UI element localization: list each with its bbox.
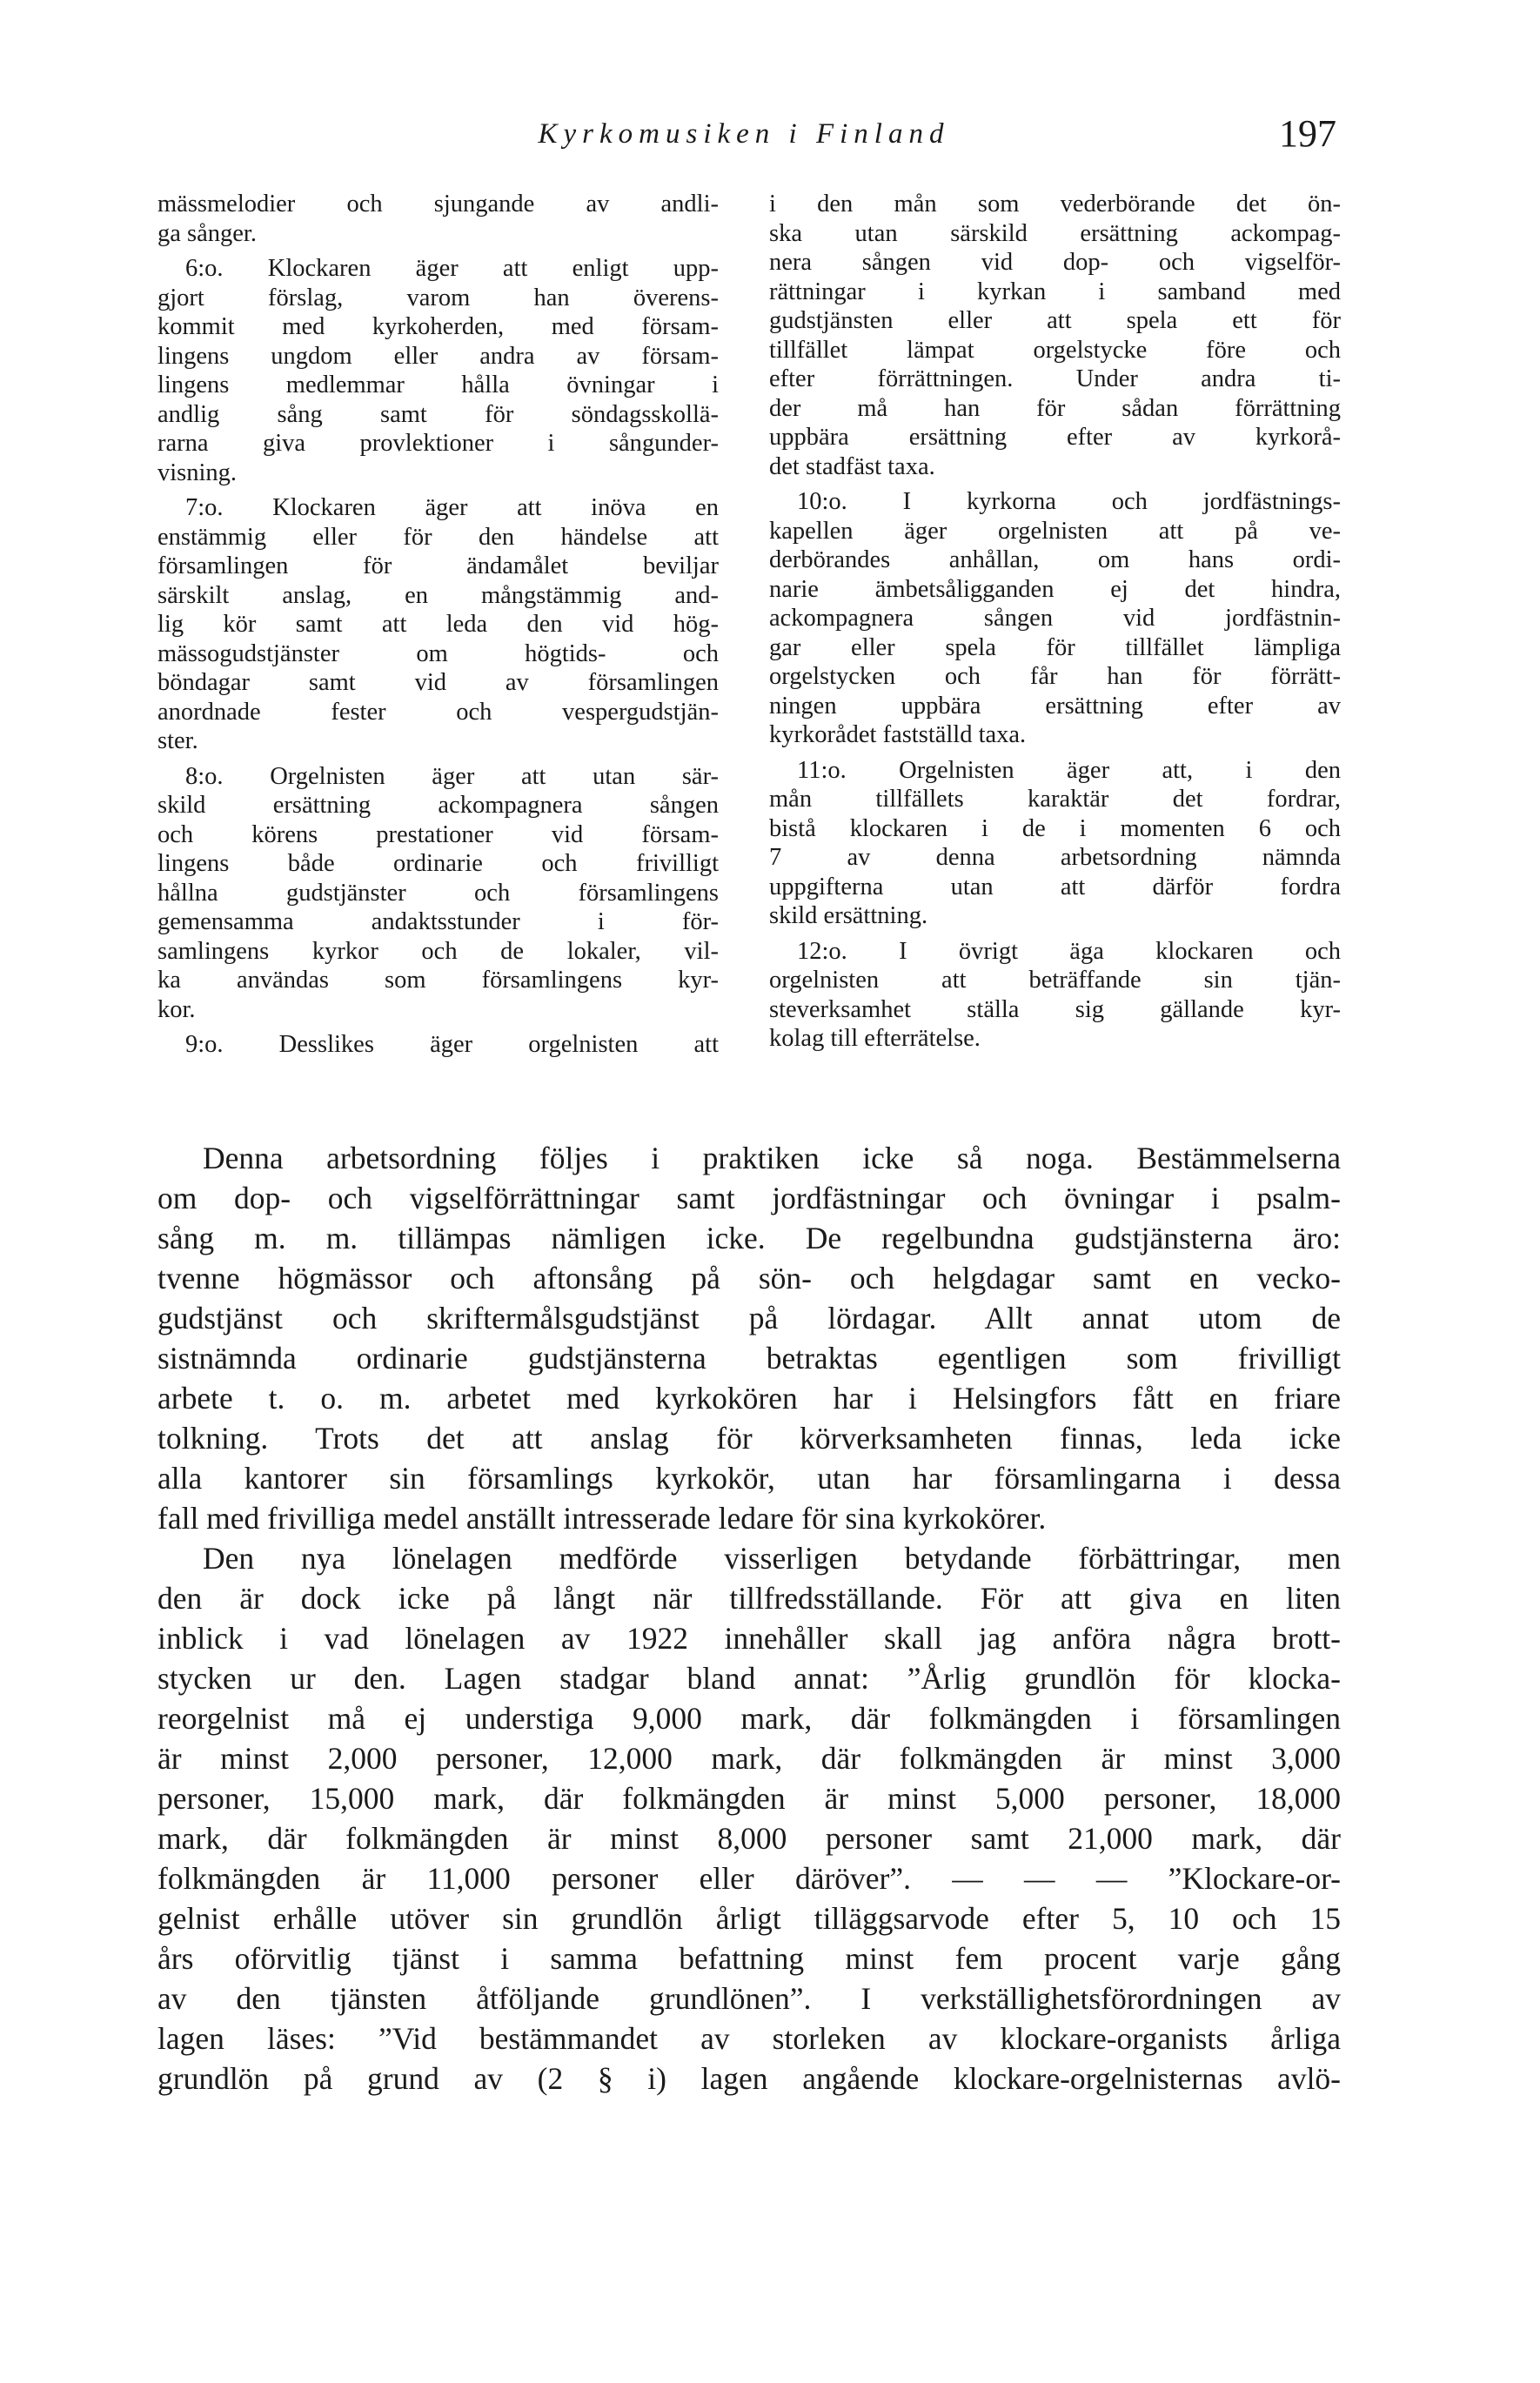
text-line: tvenne högmässor och aftonsång på sön- och helgdagar samt en vecko- bbox=[157, 1261, 1341, 1295]
text-line: ackompagnera sången vid jordfästnin- bbox=[769, 605, 1341, 632]
text-line: orgelstycken och får han för förrätt- bbox=[769, 663, 1341, 690]
text-line: 12:o. I övrigt äga klockaren och bbox=[797, 937, 1341, 965]
text-line: av den tjänsten åtföljande grundlönen”. I verkställighetsförordningen av bbox=[157, 1981, 1341, 2016]
text-line: Denna arbetsordning följes i praktiken icke så noga. Bestämmelserna bbox=[203, 1141, 1341, 1175]
text-line: lig kör samt att leda den vid hög- bbox=[157, 611, 719, 638]
text-line: sång m. m. tillämpas nämligen icke. De regelbundna gudstjänsterna äro: bbox=[157, 1221, 1341, 1255]
text-line: tolkning. Trots det att anslag för körverksamheten finnas, leda icke bbox=[157, 1421, 1341, 1456]
text-line: gudstjänsten eller att spela ett för bbox=[769, 307, 1341, 334]
text-line: inblick i vad lönelagen av 1922 innehåller skall jag anföra några brott- bbox=[157, 1621, 1341, 1656]
text-line: kapellen äger orgelnisten att på ve- bbox=[769, 517, 1341, 545]
text-line: ster. bbox=[157, 727, 198, 754]
text-line: ningen uppbära ersättning efter av bbox=[769, 692, 1341, 720]
text-line: 9:o. Desslikes äger orgelnisten att bbox=[185, 1031, 719, 1058]
paragraph bbox=[157, 762, 719, 1025]
text-line: böndagar samt vid av församlingen bbox=[157, 669, 719, 696]
text-line: särskilt anslag, en mångstämmig and- bbox=[157, 581, 719, 609]
paragraph bbox=[157, 1538, 1341, 2099]
text-line: sistnämnda ordinarie gudstjänsterna betraktas egentligen som frivilligt bbox=[157, 1341, 1341, 1376]
text-line: anordnade fester och vespergudstjän- bbox=[157, 698, 719, 726]
text-line: kolag till efterrätelse. bbox=[769, 1025, 981, 1052]
text-line: 10:o. I kyrkorna och jordfästnings- bbox=[797, 488, 1341, 515]
text-line: gemensamma andaktsstunder i för- bbox=[157, 908, 719, 935]
full-width-text bbox=[157, 1138, 1341, 2099]
text-line: steverksamhet ställa sig gällande kyr- bbox=[769, 995, 1341, 1023]
text-line: skild ersättning. bbox=[769, 902, 928, 929]
page-header bbox=[0, 111, 1540, 164]
text-line: lingens medlemmar hålla övningar i bbox=[157, 372, 719, 398]
text-line: den är dock icke på långt när tillfredsställande. För att giva en liten bbox=[157, 1581, 1341, 1616]
text-line: efter förrättningen. Under andra ti- bbox=[769, 365, 1341, 392]
running-title: Kyrkomusiken i Finland bbox=[538, 118, 950, 150]
text-line: narie ämbetsåligganden ej det hindra, bbox=[769, 575, 1341, 603]
text-line: mässmelodier och sjungande av andli- bbox=[157, 191, 719, 218]
text-line: lingens både ordinarie och frivilligt bbox=[157, 850, 719, 877]
text-line: hållna gudstjänster och församlingens bbox=[157, 879, 719, 907]
text-line: gjort förslag, varom han överens- bbox=[157, 284, 719, 311]
text-line: der må han för sådan förrättning bbox=[769, 394, 1341, 422]
text-line: alla kantorer sin församlings kyrkokör, utan har församlingarna i dessa bbox=[157, 1461, 1341, 1496]
text-line: gudstjänst och skriftermålsgudstjänst på lördagar. Allt annat utom de bbox=[157, 1301, 1341, 1335]
text-line: det stadfäst taxa. bbox=[769, 452, 935, 480]
text-line: skild ersättning ackompagnera sången bbox=[157, 792, 719, 819]
text-line: uppbära ersättning efter av kyrkorå- bbox=[769, 424, 1341, 451]
text-line: orgelnisten att beträffande sin tjän- bbox=[769, 967, 1341, 994]
text-line: församlingen för ändamålet beviljar bbox=[157, 552, 719, 579]
text-line: 7 av denna arbetsordning nämnda bbox=[769, 844, 1341, 871]
paragraph bbox=[769, 937, 1341, 1054]
paragraph bbox=[157, 190, 719, 248]
paragraph bbox=[157, 254, 719, 487]
paragraph bbox=[769, 190, 1341, 481]
text-line: rarna giva provlektioner i sångunder- bbox=[157, 430, 719, 457]
left-column bbox=[157, 190, 719, 1066]
text-line: i den mån som vederbörande det ön- bbox=[769, 191, 1341, 218]
text-line: rättningar i kyrkan i samband med bbox=[769, 278, 1341, 305]
text-line: enstämmig eller för den händelse att bbox=[157, 523, 719, 551]
text-line: års oförvitlig tjänst i samma befattning minst fem procent varje gång bbox=[157, 1941, 1341, 1976]
text-line: ga sånger. bbox=[157, 219, 257, 247]
text-line: Den nya lönelagen medförde visserligen betydande förbättringar, men bbox=[203, 1541, 1341, 1576]
paragraph bbox=[769, 756, 1341, 931]
paragraph bbox=[157, 1030, 719, 1060]
text-line: kommit med kyrkoherden, med försam- bbox=[157, 313, 719, 340]
text-line: tillfället lämpat orgelstycke före och bbox=[769, 336, 1341, 364]
text-line: mässogudstjänster om högtids- och bbox=[157, 639, 719, 667]
text-line: lingens ungdom eller andra av försam- bbox=[157, 342, 719, 370]
text-line: grundlön på grund av (2 § i) lagen angående klockare-orgelnisternas avlö- bbox=[157, 2061, 1341, 2096]
text-line: personer, 15,000 mark, där folkmängden är minst 5,000 personer, 18,000 bbox=[157, 1781, 1341, 1816]
text-line: mån tillfällets karaktär det fordrar, bbox=[769, 786, 1341, 813]
page-number: 197 bbox=[1279, 112, 1336, 155]
text-line: 8:o. Orgelnisten äger att utan sär- bbox=[185, 762, 719, 790]
text-line: bistå klockaren i de i momenten 6 och bbox=[769, 814, 1341, 842]
paragraph bbox=[157, 493, 719, 756]
text-line: derbörandes anhållan, om hans ordi- bbox=[769, 546, 1341, 573]
text-line: reorgelnist må ej understiga 9,000 mark, där folkmängden i församlingen bbox=[157, 1701, 1341, 1736]
text-line: arbete t. o. m. arbetet med kyrkokören har i Helsingfors fått en friare bbox=[157, 1381, 1341, 1416]
text-line: lagen läses: ”Vid bestämmandet av storleken av klockare-organists årliga bbox=[157, 2021, 1341, 2056]
text-line: nera sången vid dop- och vigselför- bbox=[769, 249, 1341, 276]
text-line: 11:o. Orgelnisten äger att, i den bbox=[797, 756, 1341, 784]
text-line: folkmängden är 11,000 personer eller däröver”. — — — ”Klockare-or- bbox=[157, 1861, 1341, 1896]
text-line: 7:o. Klockaren äger att inöva en bbox=[185, 494, 719, 521]
text-line: samlingens kyrkor och de lokaler, vil- bbox=[157, 937, 719, 965]
text-line: uppgifterna utan att därför fordra bbox=[769, 873, 1341, 900]
text-line: gelnist erhålle utöver sin grundlön årligt tilläggsarvode efter 5, 10 och 15 bbox=[157, 1901, 1341, 1936]
text-line: mark, där folkmängden är minst 8,000 personer samt 21,000 mark, där bbox=[157, 1821, 1341, 1856]
text-line: ska utan särskild ersättning ackompag- bbox=[769, 219, 1341, 247]
text-line: gar eller spela för tillfället lämpliga bbox=[769, 633, 1341, 661]
text-line: andlig sång samt för söndagsskollä- bbox=[157, 400, 719, 428]
text-line: fall med frivilliga medel anställt intresserade ledare för sina kyrkokörer. bbox=[157, 1501, 1047, 1536]
text-line: är minst 2,000 personer, 12,000 mark, där folkmängden är minst 3,000 bbox=[157, 1741, 1341, 1776]
text-line: kor. bbox=[157, 995, 196, 1023]
text-line: 6:o. Klockaren äger att enligt upp- bbox=[185, 255, 719, 282]
text-line: stycken ur den. Lagen stadgar bland annat: ”Årlig grundlön för klocka- bbox=[157, 1661, 1341, 1696]
text-line: om dop- och vigselförrättningar samt jordfästningar och övningar i psalm- bbox=[157, 1181, 1341, 1215]
text-line: och körens prestationer vid försam- bbox=[157, 820, 719, 848]
paragraph bbox=[157, 1138, 1341, 1538]
text-line: kyrkorådet fastställd taxa. bbox=[769, 721, 1027, 748]
paragraph bbox=[769, 487, 1341, 750]
text-line: ka användas som församlingens kyr- bbox=[157, 967, 719, 994]
text-line: visning. bbox=[157, 459, 238, 486]
right-column bbox=[769, 190, 1341, 1060]
